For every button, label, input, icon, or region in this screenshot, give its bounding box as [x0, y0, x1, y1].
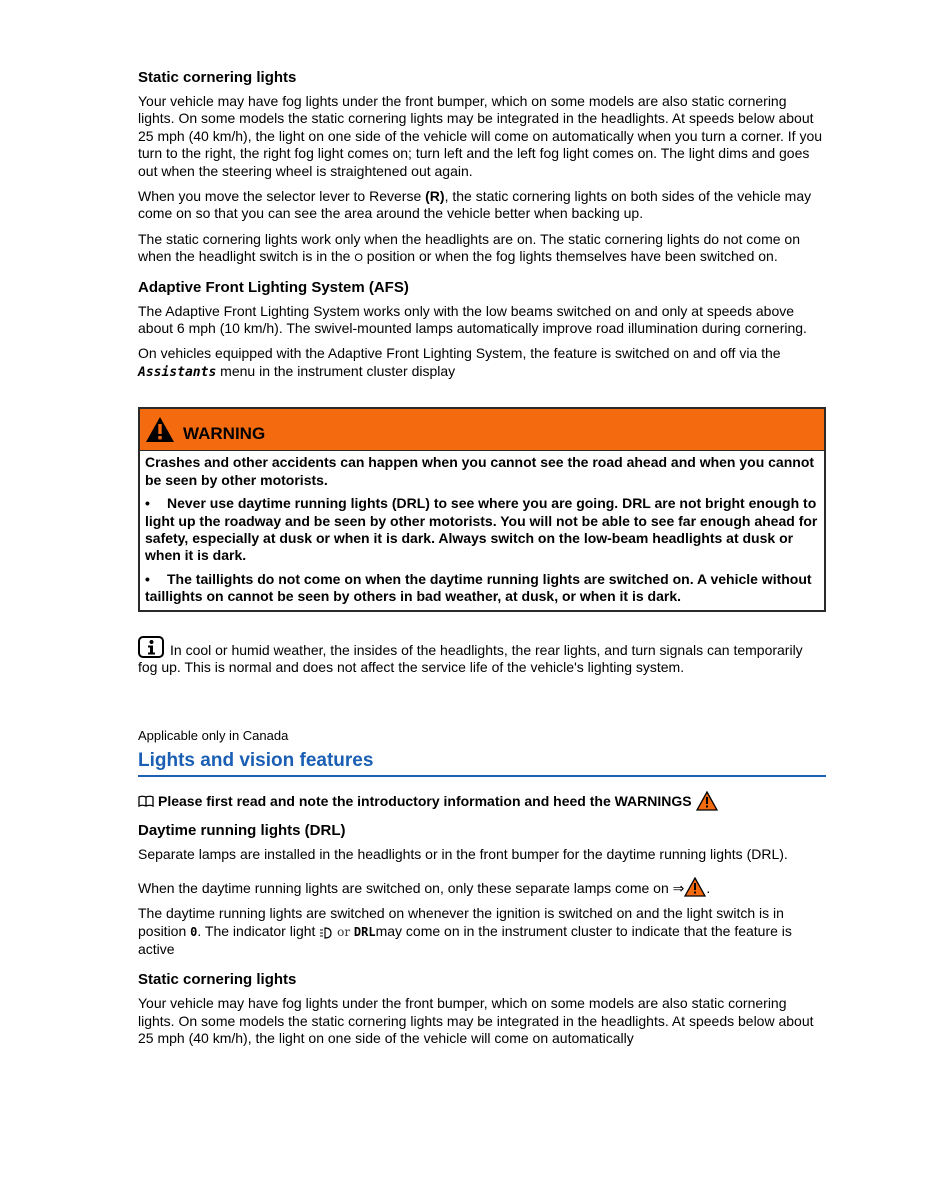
intro-instruction: Please first read and note the introductory information and heed the WARNINGS	[138, 791, 826, 811]
warning-triangle-icon	[684, 877, 706, 897]
warning-triangle-icon	[696, 791, 718, 811]
afs-para-1: The Adaptive Front Lighting System works only with the low beams switched on and only at speeds above about 6 mph (10 km/h). The swivel-mounted lamps automatically improve road illumination during cornering.	[138, 302, 807, 337]
drl-para-2: When the daytime running lights are switched on, only these separate lamps come on ⇒ .	[138, 877, 826, 897]
book-icon	[138, 795, 154, 807]
static-cornering-para-2: When you move the selector lever to Reverse (R), the static cornering lights on both sides of the vehicle may come on so that you can see the area around the vehicle better when backing up.	[138, 188, 812, 222]
drl-para-3: The daytime running lights are switched on whenever the ignition is switched on and the light switch is in position 0. The indicator light or DRLmay come on in the instrument cluster to indicate that the feature is active	[138, 905, 792, 957]
warning-bullet: • Never use daytime running lights (DRL) to see where you are going. DRL are not bright enough to light up the roadway and be seen by other motorists. You will not be able to see far enough ahead for safety, especially at dusk or when it is dark. Always switch on the low-beam headlights at dusk or when it is dark.	[145, 495, 818, 564]
warning-triangle-icon	[145, 416, 175, 443]
static-cornering-para-canada: Your vehicle may have fog lights under the front bumper, which on some models are also static cornering lights. On some models the static cornering lights may be integrated in the headlights. At speeds below about 25 mph (40 km/h), the light on one side of the vehicle will come on automatically	[138, 995, 814, 1047]
drl-indicator-icon	[319, 926, 333, 940]
applicable-canada: Applicable only in Canada	[138, 728, 289, 744]
heading-drl: Daytime running lights (DRL)	[138, 822, 346, 840]
info-note: In cool or humid weather, the insides of the headlights, the rear lights, and turn signals can temporarily fog up. This is normal and does not affect the service life of the vehicle's lighting system.	[138, 636, 826, 677]
static-cornering-para-1: Your vehicle may have fog lights under the front bumper, which on some models are also static cornering lights. On some models the static cornering lights may be integrated in the headlights. At speeds below about 25 mph (40 km/h), the light on one side of the vehicle will come on automatically when you turn a corner. If you turn to the right, the right fog light comes on; turn left and the left fog light comes on. The light dims and goes out when the steering wheel is straightened out again.	[138, 93, 823, 179]
drl-indicator-text: DRL	[353, 924, 376, 939]
info-icon	[138, 636, 164, 658]
section-title-lights-vision: Lights and vision features	[138, 749, 826, 777]
afs-para-2: On vehicles equipped with the Adaptive Front Lighting System, the feature is switched on and off via the Assistants menu in the instrument cluster display	[138, 345, 781, 380]
warning-body	[140, 451, 824, 609]
static-cornering-para-3: The static cornering lights work only when the headlights are on. The static cornering lights do not come on when the headlight switch is in the O position or when the fog lights themselves have been switched on.	[138, 230, 800, 265]
off-position-symbol: O	[354, 252, 363, 265]
heading-static-cornering-2: Static cornering lights	[138, 971, 297, 989]
drl-para-1: Separate lamps are installed in the headlights or in the front bumper for the daytime running lights (DRL).	[138, 846, 788, 863]
warning-bullet: • The taillights do not come on when the daytime running lights are switched on. A vehicle without taillights on cannot be seen by others in bad weather, at dusk, or when it is dark.	[145, 570, 812, 605]
heading-afs: Adaptive Front Lighting System (AFS)	[138, 278, 409, 296]
warning-box	[138, 407, 826, 611]
manual-page	[138, 68, 826, 1056]
warning-title: WARNING	[183, 423, 266, 443]
heading-static-cornering: Static cornering lights	[138, 69, 297, 86]
assistants-menu-label: Assistants	[138, 364, 217, 380]
warning-header	[140, 409, 824, 451]
light-switch-position: 0	[190, 924, 198, 939]
warning-intro: Crashes and other accidents can happen when you cannot see the road ahead and when you cannot be seen by other motorists.	[145, 454, 815, 488]
